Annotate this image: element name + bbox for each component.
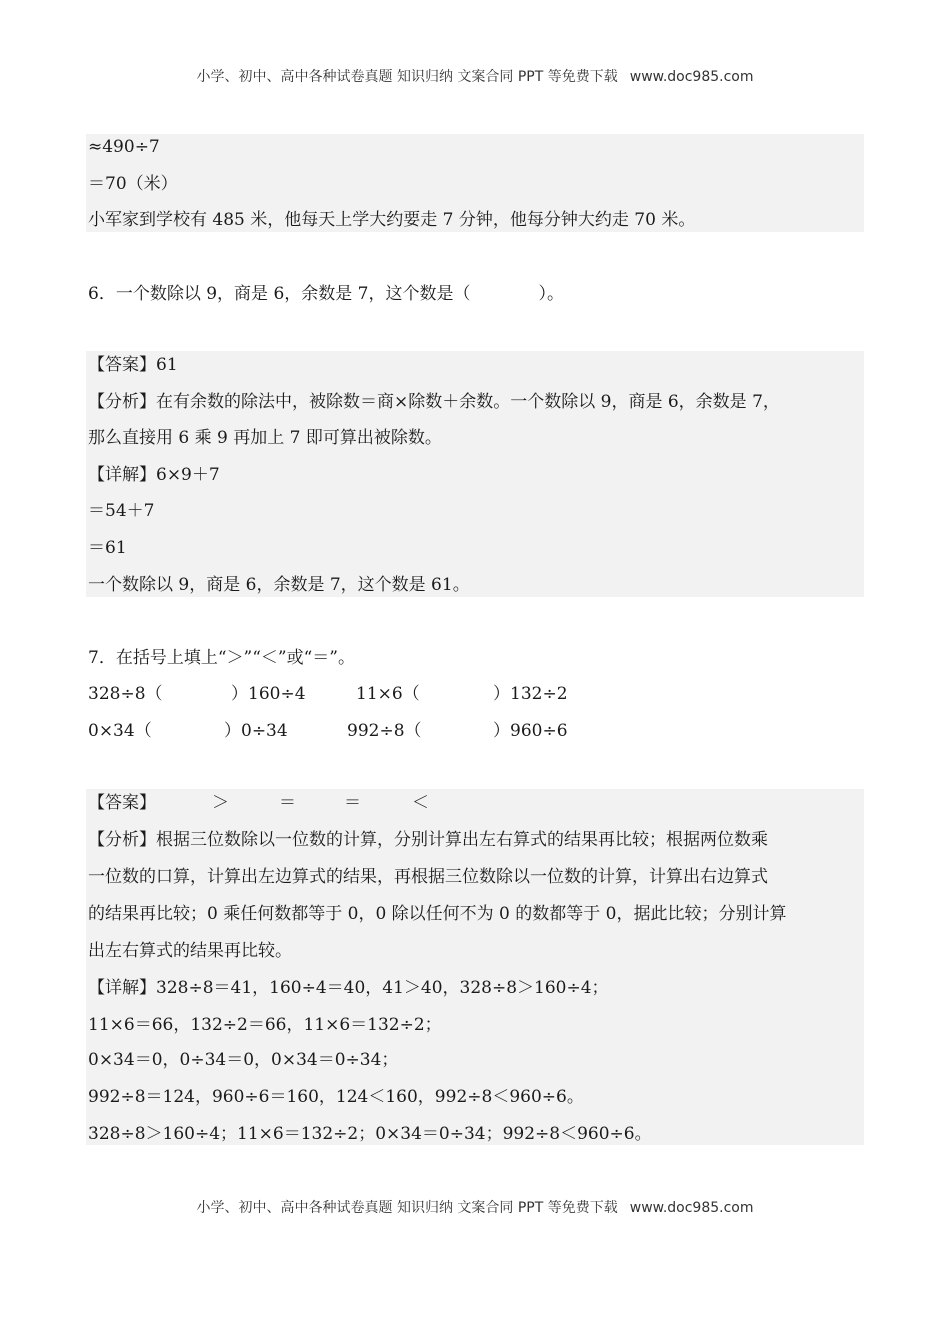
q7-item-d-right: ）960÷6 bbox=[493, 721, 568, 741]
footer-text: 小学、初中、高中各种试卷真题 知识归纳 文案合同 PPT 等免费下载 bbox=[196, 1200, 618, 1216]
q7-item-b-right: ）132÷2 bbox=[493, 684, 568, 704]
q7-detail-line-5: 328÷8＞160÷4；11×6＝132÷2；0×34＝0÷34；992÷8＜960÷6。 bbox=[88, 1124, 652, 1144]
prev-solution-line-3: 小军家到学校有 485 米，他每天上学大约要走 7 分钟，他每分钟大约走 70 米。 bbox=[88, 210, 696, 230]
q6-detail-line-2: ＝54＋7 bbox=[88, 501, 155, 521]
q7-item-d-left: 992÷8（ bbox=[347, 721, 422, 741]
q7-item-b-left: 11×6（ bbox=[356, 684, 420, 704]
q6-question: 6．一个数除以 9，商是 6，余数是 7，这个数是（ ）。 bbox=[88, 284, 564, 304]
q7-item-c-right: ）0÷34 bbox=[224, 721, 288, 741]
q7-analysis-line-1: 【分析】根据三位数除以一位数的计算，分别计算出左右算式的结果再比较；根据两位数乘 bbox=[88, 830, 768, 850]
footer-url: www.doc985.com bbox=[629, 1200, 754, 1216]
q6-answer: 【答案】61 bbox=[88, 355, 178, 375]
q7-answer-2: ＝ bbox=[279, 793, 296, 813]
page-footer bbox=[0, 1197, 950, 1217]
header-url: www.doc985.com bbox=[629, 69, 754, 85]
q7-answer-4: ＜ bbox=[412, 793, 429, 813]
prev-solution-line-2: ＝70（米） bbox=[88, 174, 178, 194]
q7-answer-label: 【答案】 bbox=[88, 793, 156, 813]
q6-detail-line-1: 【详解】6×9＋7 bbox=[88, 465, 220, 485]
q7-answer-3: ＝ bbox=[344, 793, 361, 813]
q7-detail-line-2: 11×6＝66，132÷2＝66，11×6＝132÷2； bbox=[88, 1015, 442, 1035]
q7-analysis-line-4: 出左右算式的结果再比较。 bbox=[88, 941, 292, 961]
q7-analysis-line-2: 一位数的口算，计算出左边算式的结果，再根据三位数除以一位数的计算，计算出右边算式 bbox=[88, 867, 768, 887]
q7-answer-1: ＞ bbox=[212, 793, 229, 813]
q6-detail-line-3: ＝61 bbox=[88, 538, 127, 558]
prev-solution-line-1: ≈490÷7 bbox=[88, 137, 160, 157]
q7-item-c-left: 0×34（ bbox=[88, 721, 152, 741]
q6-analysis-line-2: 那么直接用 6 乘 9 再加上 7 即可算出被除数。 bbox=[88, 428, 442, 448]
q6-analysis-line-1: 【分析】在有余数的除法中，被除数＝商×除数＋余数。一个数除以 9，商是 6，余数是 7， bbox=[88, 392, 780, 412]
page-header bbox=[0, 66, 950, 86]
q7-item-a-left: 328÷8（ bbox=[88, 684, 163, 704]
q7-detail-line-1: 【详解】328÷8＝41，160÷4＝40，41＞40，328÷8＞160÷4； bbox=[88, 978, 609, 998]
q7-detail-line-4: 992÷8＝124，960÷6＝160，124＜160，992÷8＜960÷6。 bbox=[88, 1087, 584, 1107]
q7-analysis-line-3: 的结果再比较；0 乘任何数都等于 0，0 除以任何不为 0 的数都等于 0，据此比较；分别计算 bbox=[88, 904, 787, 924]
q7-question: 7．在括号上填上“＞”“＜”或“＝”。 bbox=[88, 648, 355, 668]
q6-detail-line-4: 一个数除以 9，商是 6，余数是 7，这个数是 61。 bbox=[88, 575, 470, 595]
header-text: 小学、初中、高中各种试卷真题 知识归纳 文案合同 PPT 等免费下载 bbox=[196, 69, 618, 85]
q7-item-a-right: ）160÷4 bbox=[231, 684, 306, 704]
q7-detail-line-3: 0×34＝0，0÷34＝0，0×34＝0÷34； bbox=[88, 1050, 399, 1070]
